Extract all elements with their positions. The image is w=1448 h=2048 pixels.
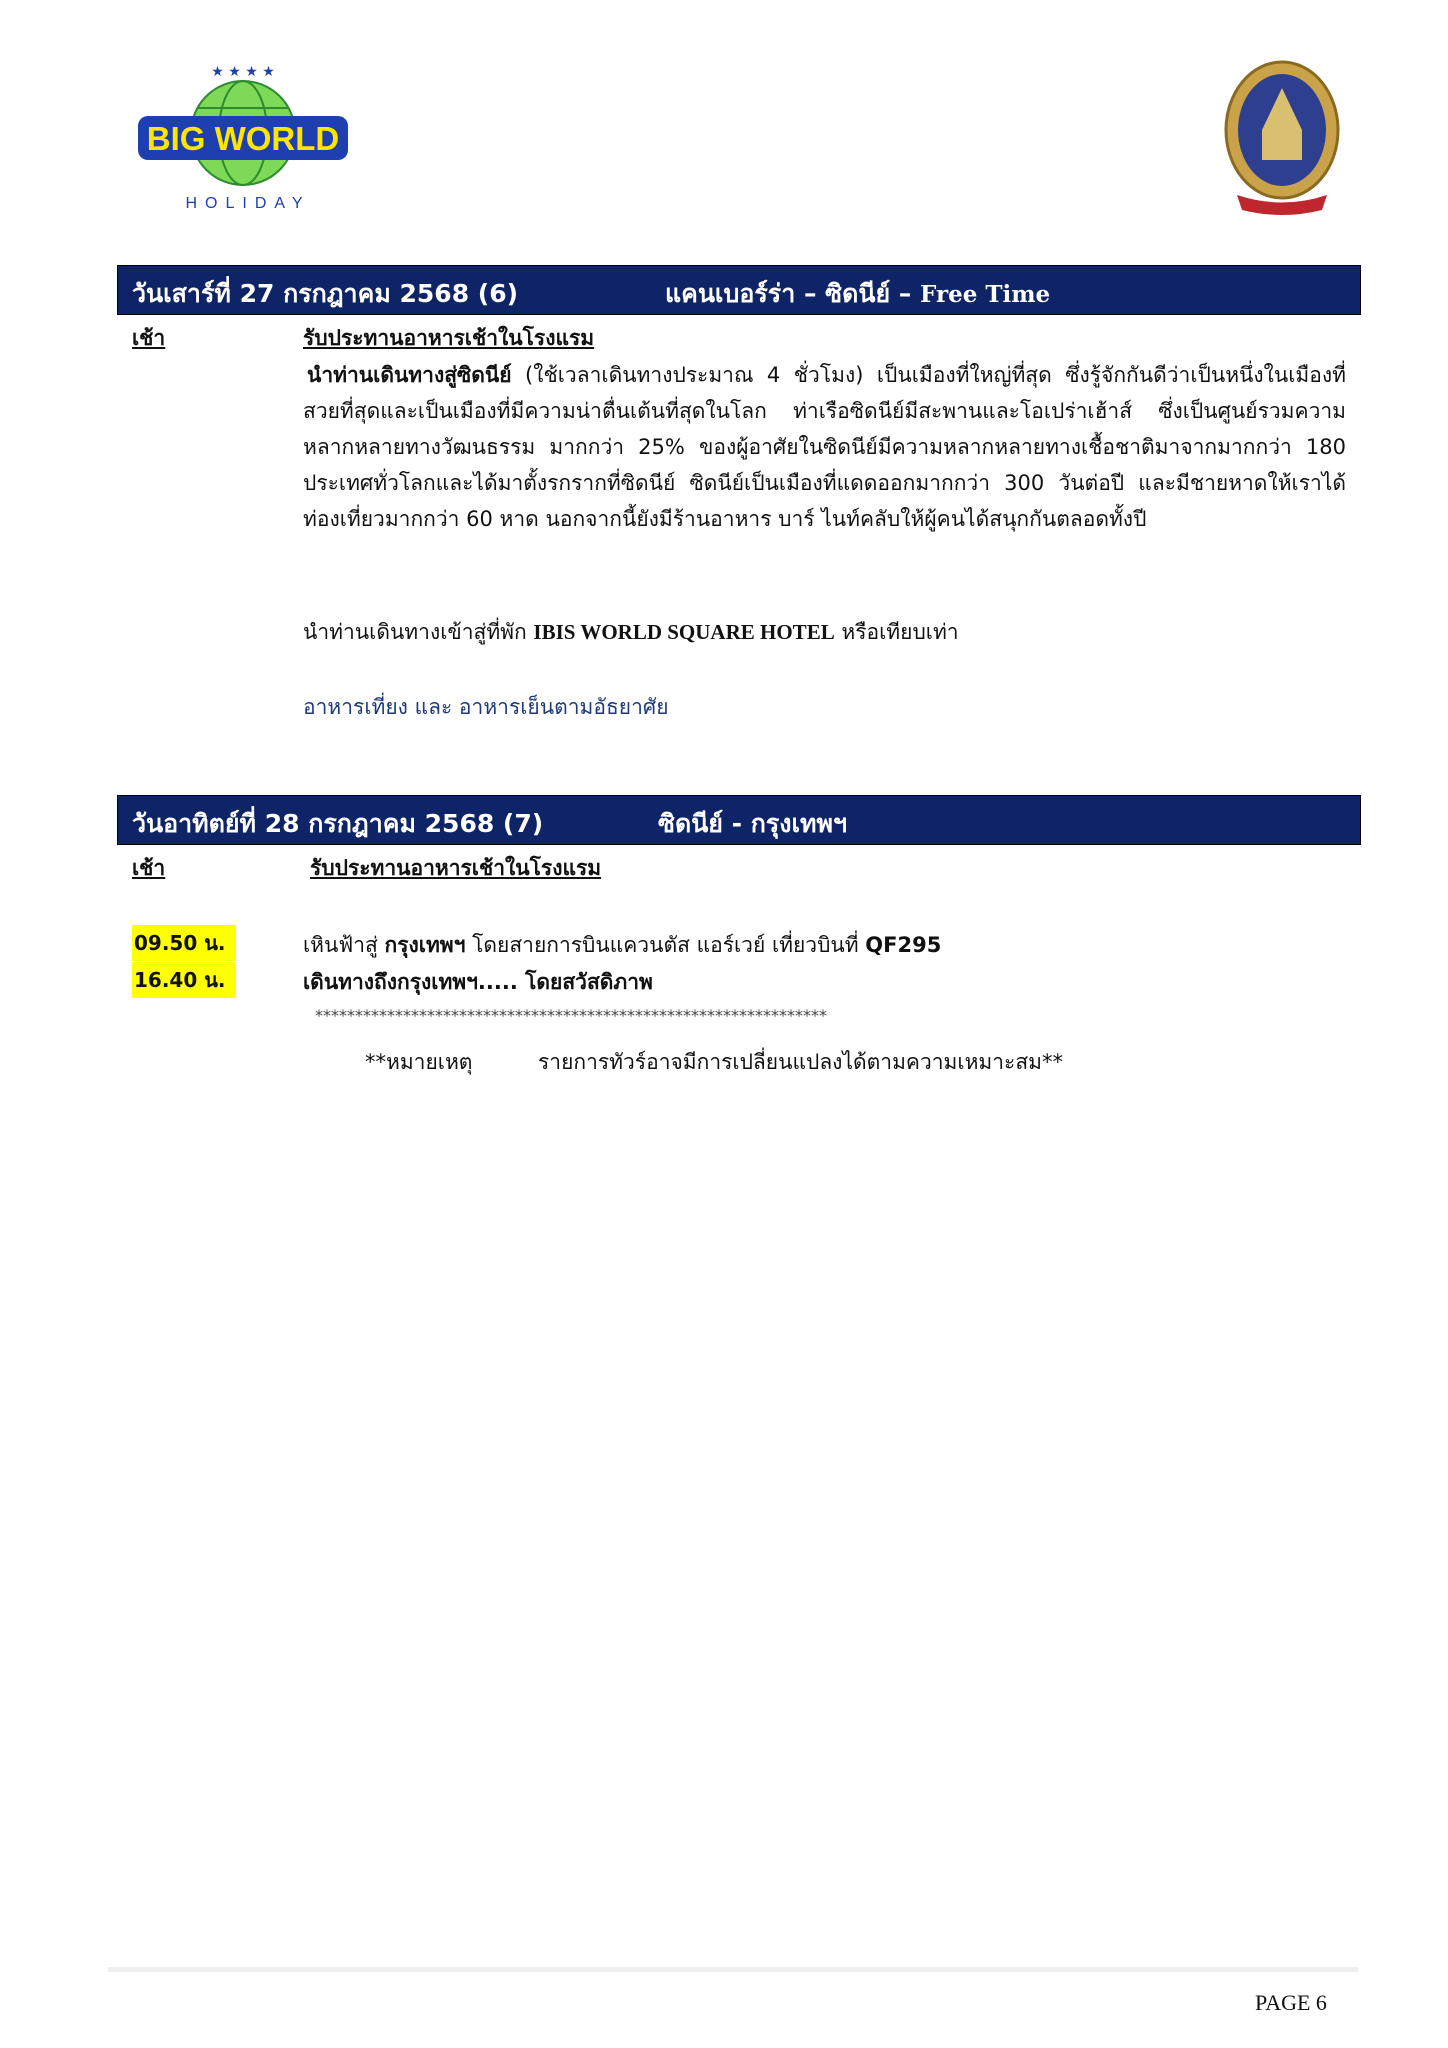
day-7-header — [117, 795, 1361, 845]
separator-stars: **************************************************************** — [315, 1006, 827, 1025]
day-6-route — [665, 274, 1050, 314]
day-7-date: วันอาทิตย์ที่ 28 กรกฎาคม 2568 (7) — [132, 809, 544, 838]
day-7-meal-text: รับประทานอาหารเช้าในโรงแรม — [310, 856, 602, 880]
hotel-pre-text: นำท่านเดินทางเข้าสู่ที่พัก — [303, 620, 534, 644]
flight-line-arrival — [303, 966, 653, 999]
day-6-date: วันเสาร์ที่ 27 กรกฎาคม 2568 (6) — [132, 279, 519, 308]
flight-departure-desc: โดยสายการบินแควนตัส แอร์เวย์ เที่ยวบินที่ — [465, 933, 866, 957]
page-number: PAGE 6 — [1255, 1990, 1327, 2015]
day-6-hotel-line — [303, 616, 959, 649]
flight-departure-city: กรุงเทพฯ — [384, 933, 466, 957]
flight-departure-pre: เหินฟ้าสู่ — [303, 933, 385, 957]
flight-arrival-text: เดินทางถึงกรุงเทพฯ..... โดยสวัสดิภาพ — [303, 970, 653, 994]
footer-divider — [108, 1967, 1358, 1972]
day-6-meal-label: เช้า — [132, 326, 166, 350]
day-6-header — [117, 265, 1361, 315]
big-world-holiday-logo — [128, 58, 358, 228]
flight-code: QF295 — [865, 933, 942, 957]
flight-line-departure — [303, 929, 941, 962]
flight-time-arrival: 16.40 น. — [132, 962, 236, 998]
flight-time-departure: 09.50 น. — [132, 925, 236, 961]
logo-subtext: HOLIDAY — [185, 195, 311, 212]
day-6-description-body: (ใช้เวลาเดินทางประมาณ 4 ชั่วโมง) เป็นเมืองที่ใหญ่ที่สุด ซึ่งรู้จักกันดีว่าเป็นหนึ่งในเมืองที่สวยที่สุดและเป็นเมืองที่มีความน่าตื่นเต้นที่สุดในโลก ท่าเรือซิดนีย์มีสะพานและโอเปร่าเฮ้าส์ ซึ่งเป็นศูนย์รวมความหลากหลายทางวัฒนธรรม มากกว่า 25% ของผู้อาศัยในซิดนีย์มีความหลากหลายทางเชื้อชาติมาจากมากกว่า 180 ประเทศทั่วโลกและได้มาตั้งรกรากที่ซิดนีย์ ซิดนีย์เป็นเมืองที่แดดออกมากกว่า 300 วันต่อปี และมีชายหาดให้เราได้ท่องเที่ยวมากกว่า 60 หาด นอกจากนี้ยังมีร้านอาหาร บาร์ ไนท์คลับให้ผู้คนได้สนุกกันตลอดทั้งปี — [303, 363, 1346, 531]
hotel-post-text: หรือเทียบเท่า — [834, 620, 959, 644]
note-text: รายการทัวร์อาจมีการเปลี่ยนแปลงได้ตามความเหมาะสม** — [538, 1050, 1063, 1074]
note-label: **หมายเหตุ — [365, 1050, 473, 1074]
day-6-route-text: แคนเบอร์ร่า – ซิดนีย์ – — [665, 279, 912, 308]
hotel-name: IBIS WORLD SQUARE HOTEL — [533, 620, 835, 644]
day-6-free-time: Free Time — [920, 281, 1051, 308]
logo-text: BIG WORLD — [146, 120, 340, 157]
day-6-meals-free: อาหารเที่ยง และ อาหารเย็นตามอัธยาศัย — [303, 695, 669, 719]
day-7-meal-label: เช้า — [132, 856, 166, 880]
day-7-route: ซิดนีย์ - กรุงเทพฯ — [658, 809, 848, 838]
day-6-description — [303, 357, 1346, 537]
svg-text:★ ★ ★ ★: ★ ★ ★ ★ — [211, 64, 275, 80]
day-6-description-lead: นำท่านเดินทางสู่ซิดนีย์ — [307, 363, 512, 387]
day-6-meal-text: รับประทานอาหารเช้าในโรงแรม — [303, 326, 595, 350]
association-seal-logo — [1222, 60, 1347, 220]
